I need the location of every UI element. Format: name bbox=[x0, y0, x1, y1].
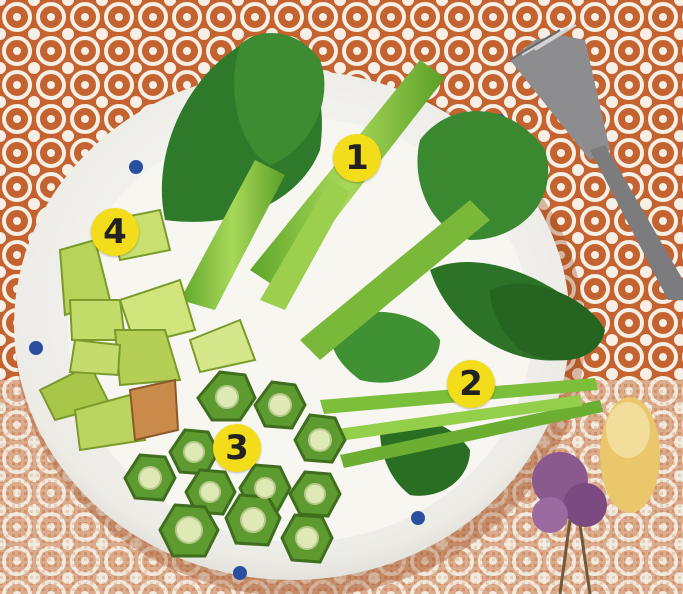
marker-2 bbox=[447, 360, 495, 408]
marker-3 bbox=[213, 424, 261, 472]
marker-3-label: 3 bbox=[225, 428, 249, 468]
marker-1-label: 1 bbox=[345, 138, 369, 178]
marker-1 bbox=[333, 134, 381, 182]
marker-2-label: 2 bbox=[459, 364, 483, 404]
marker-4 bbox=[91, 208, 139, 256]
marker-4-label: 4 bbox=[103, 212, 127, 252]
